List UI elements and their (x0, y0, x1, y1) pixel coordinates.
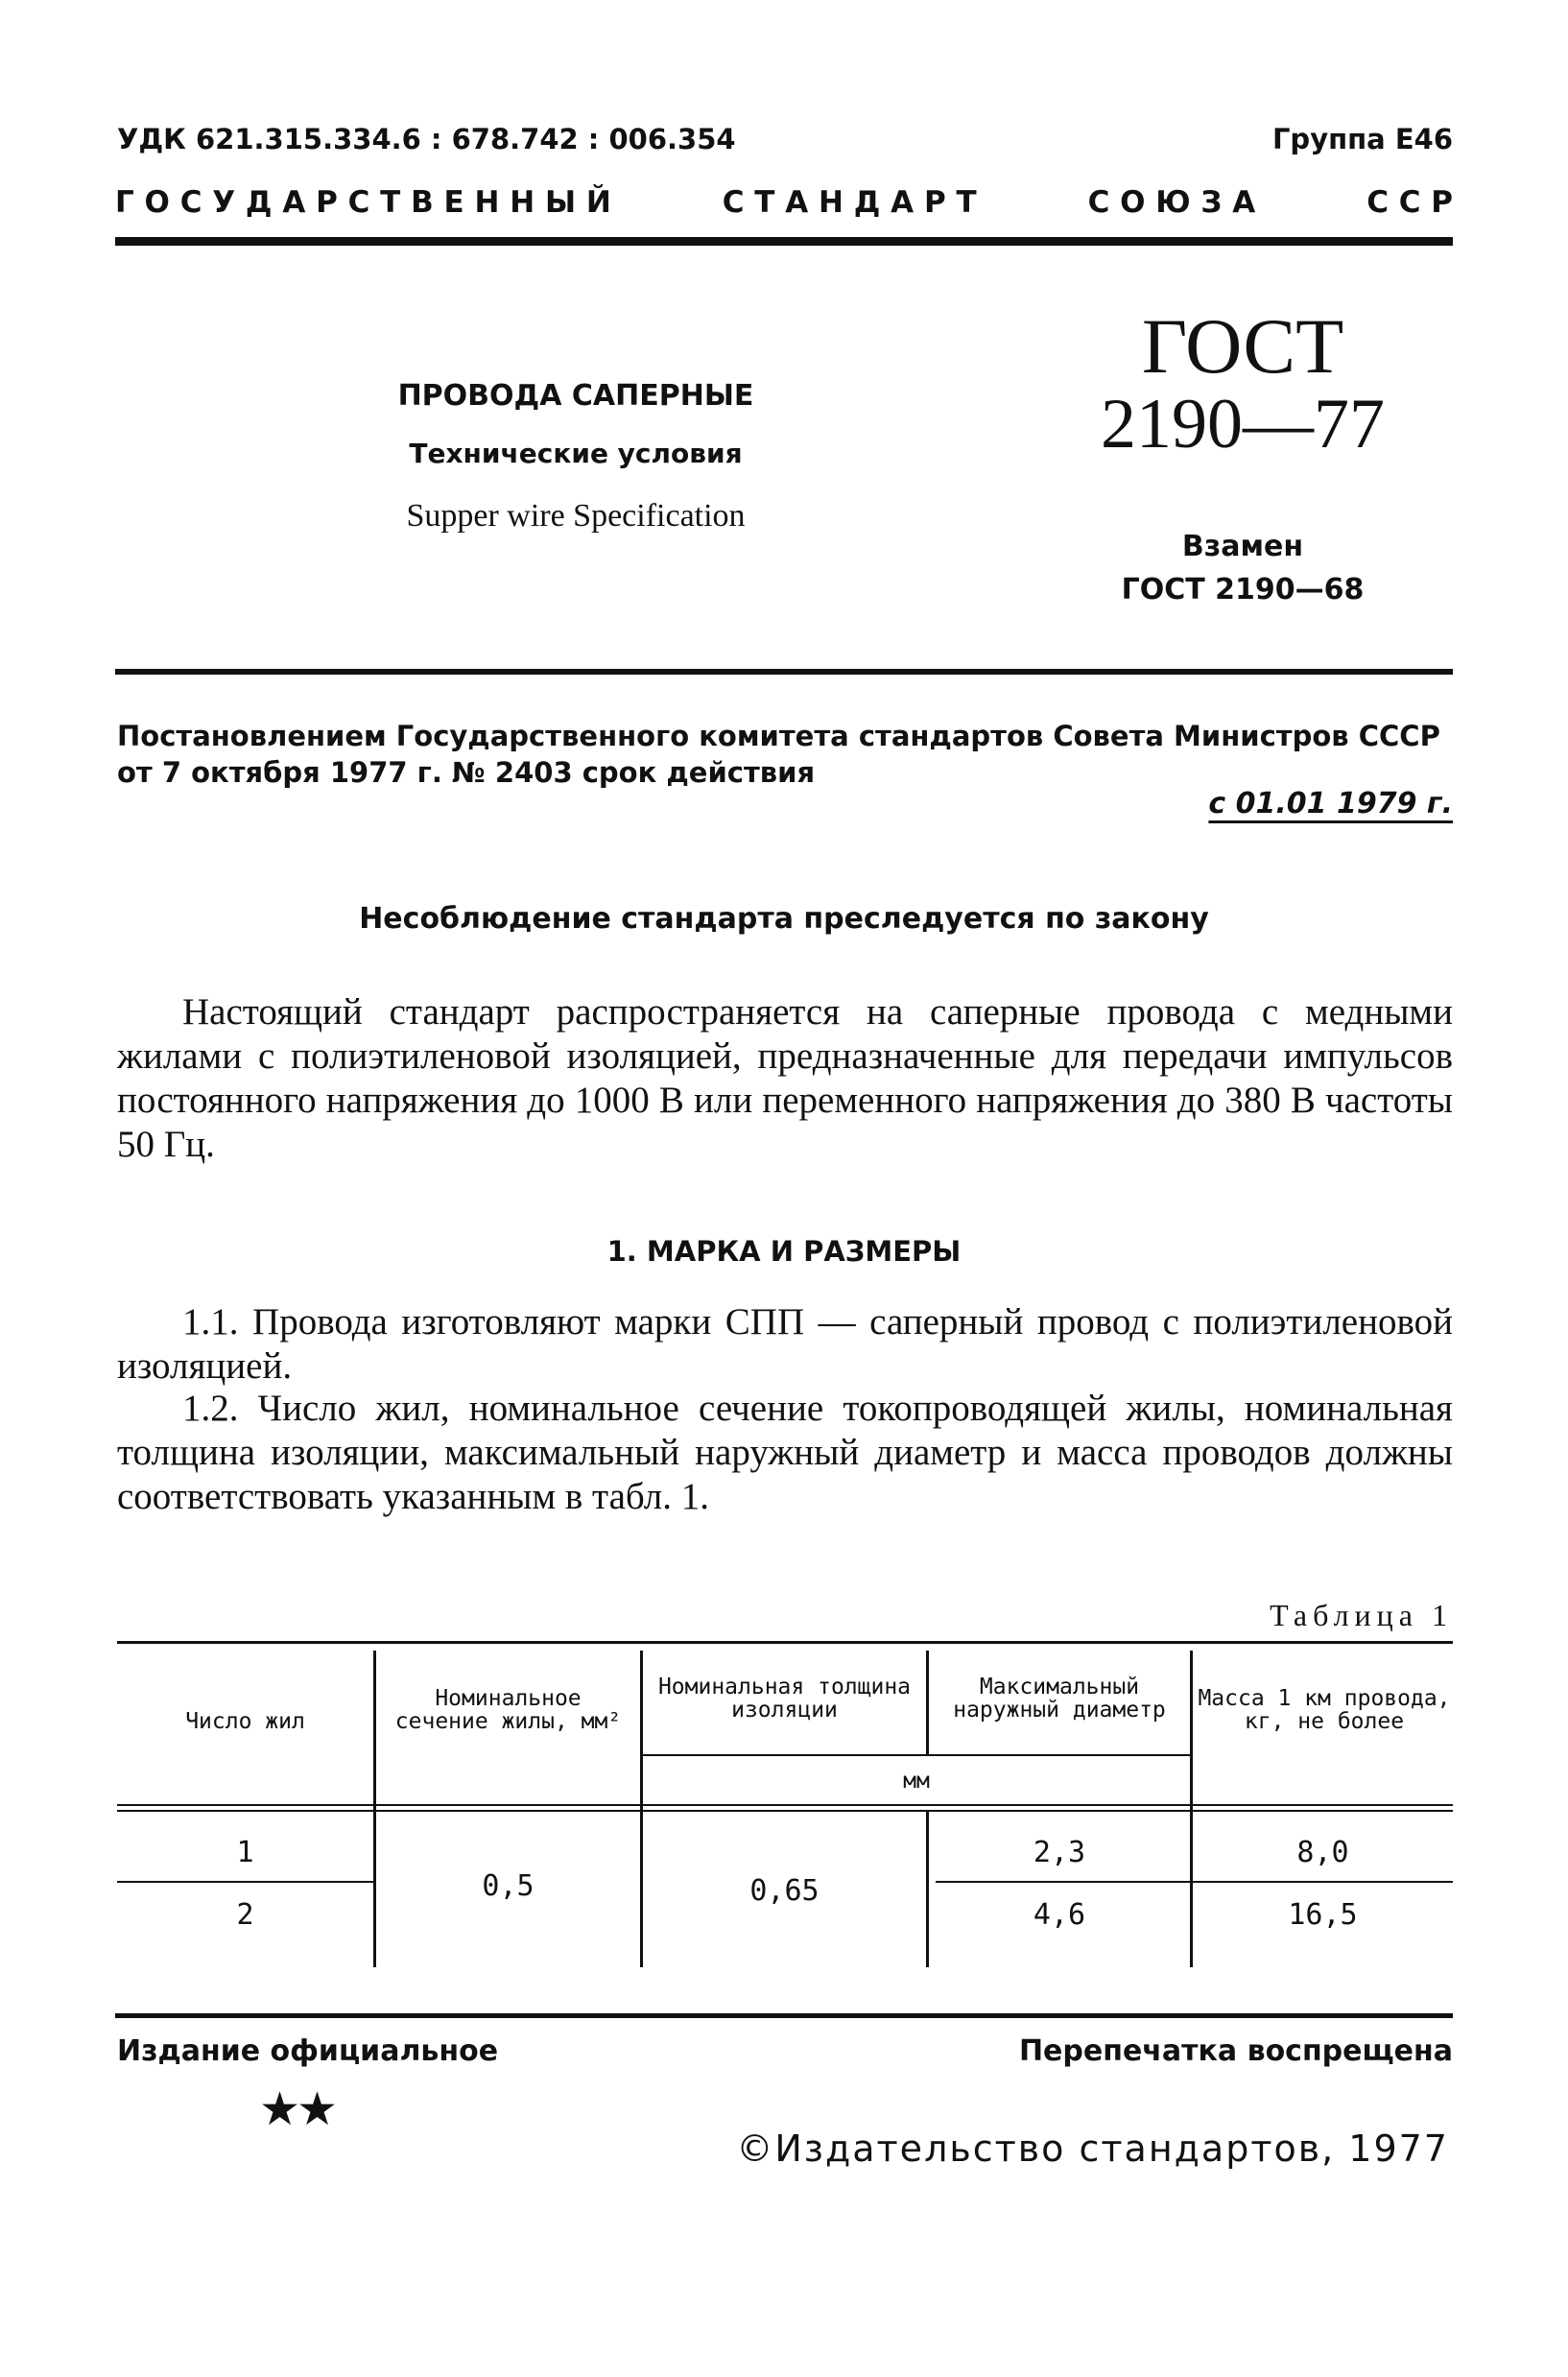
cell-mass: 16,5 (1288, 1898, 1358, 1932)
document-title: ПРОВОДА САПЕРНЫЕ (397, 379, 754, 413)
paragraph-1-2: 1.2. Число жил, номинальное сечение токопроводящей жилы, номинальная толщина изоляции, максимальный наружный диаметр и масса проводов должны соответствовать указанным в табл. 1. (117, 1388, 1453, 1517)
cell-mass: 8,0 (1296, 1836, 1349, 1869)
english-title: Supper wire Specification (406, 498, 746, 534)
gost-label: ГОСТ (1141, 302, 1344, 390)
gost-number: 2190—77 (1101, 385, 1385, 464)
udk-code: УДК 621.315.334.6 : 678.742 : 006.354 (117, 123, 736, 155)
cell-cores: 1 (236, 1836, 254, 1869)
footer-divider (115, 2013, 1453, 2018)
unit-divider (640, 1754, 1192, 1756)
replaces-label: Взамен (1181, 530, 1304, 563)
publisher-copyright: ©Издательство стандартов, 1977 (736, 2127, 1449, 2170)
section-divider (115, 669, 1453, 675)
gost-block (1084, 302, 1401, 606)
stars-icon: ★★ (259, 2082, 335, 2136)
row-divider (936, 1881, 1453, 1883)
header-cores: Число жил (185, 1709, 305, 1734)
header-bottom-border-double (117, 1810, 1453, 1812)
cell-diameter: 4,6 (1033, 1898, 1086, 1932)
header-insulation: Номинальная толщина изоляции (657, 1675, 912, 1723)
valid-from-date: с 01.01 1979 г. (1208, 787, 1453, 820)
cell-insulation: 0,65 (749, 1874, 820, 1908)
header-unit: мм (903, 1769, 930, 1794)
official-edition: Издание официальное (117, 2034, 499, 2068)
banner-word: С Т А Н Д А Р Т (722, 185, 977, 220)
replaces-number: ГОСТ 2190—68 (1121, 573, 1365, 606)
row-divider (117, 1881, 376, 1883)
intro-paragraph: Настоящий стандарт распространяется на саперные провода с медными жилами с полиэтиленовой изоляцией, предназначенные для передачи импульсов постоянного напряжения до 1000 В или переменного напряжения до 380 В частоты 50 Гц. (117, 991, 1453, 1165)
legal-warning: Несоблюдение стандарта преследуется по закону (359, 902, 1209, 936)
specs-table (117, 1641, 1453, 1967)
decree-line-2: от 7 октября 1977 г. № 2403 срок действия (117, 756, 816, 789)
document-subtitle: Технические условия (409, 438, 743, 469)
table-caption: Таблица 1 (1270, 1598, 1453, 1632)
header-diameter: Максимальный наружный диаметр (953, 1675, 1166, 1723)
section-heading: 1. МАРКА И РАЗМЕРЫ (606, 1235, 962, 1268)
cell-diameter: 2,3 (1033, 1836, 1086, 1869)
banner-word: С О Ю З А (1087, 185, 1256, 220)
decree-line-1: Постановлением Государственного комитета стандартов Совета Министров СССР (117, 720, 1440, 752)
header-section: Номинальное сечение жилы, мм² (394, 1686, 622, 1734)
cell-section: 0,5 (482, 1869, 535, 1903)
header-mass: Масса 1 км провода, кг, не более (1198, 1686, 1451, 1734)
header-divider (115, 237, 1453, 246)
header-bottom-border (117, 1804, 1453, 1806)
banner-word: Г О С У Д А Р С Т В Е Н Н Ы Й (115, 185, 611, 220)
title-block (288, 379, 864, 535)
cell-cores: 2 (236, 1898, 254, 1932)
reprint-prohibited: Перепечатка воспрещена (1018, 2034, 1453, 2068)
table-top-border (117, 1641, 1453, 1644)
state-standard-banner (115, 185, 1453, 220)
column-divider (373, 1651, 376, 1967)
group-code: Группа Е46 (1271, 123, 1453, 155)
banner-word: С С Р (1366, 185, 1453, 220)
paragraph-1-1: 1.1. Провода изготовляют марки СПП — саперный провод с полиэтиленовой изоляцией. (117, 1301, 1453, 1387)
